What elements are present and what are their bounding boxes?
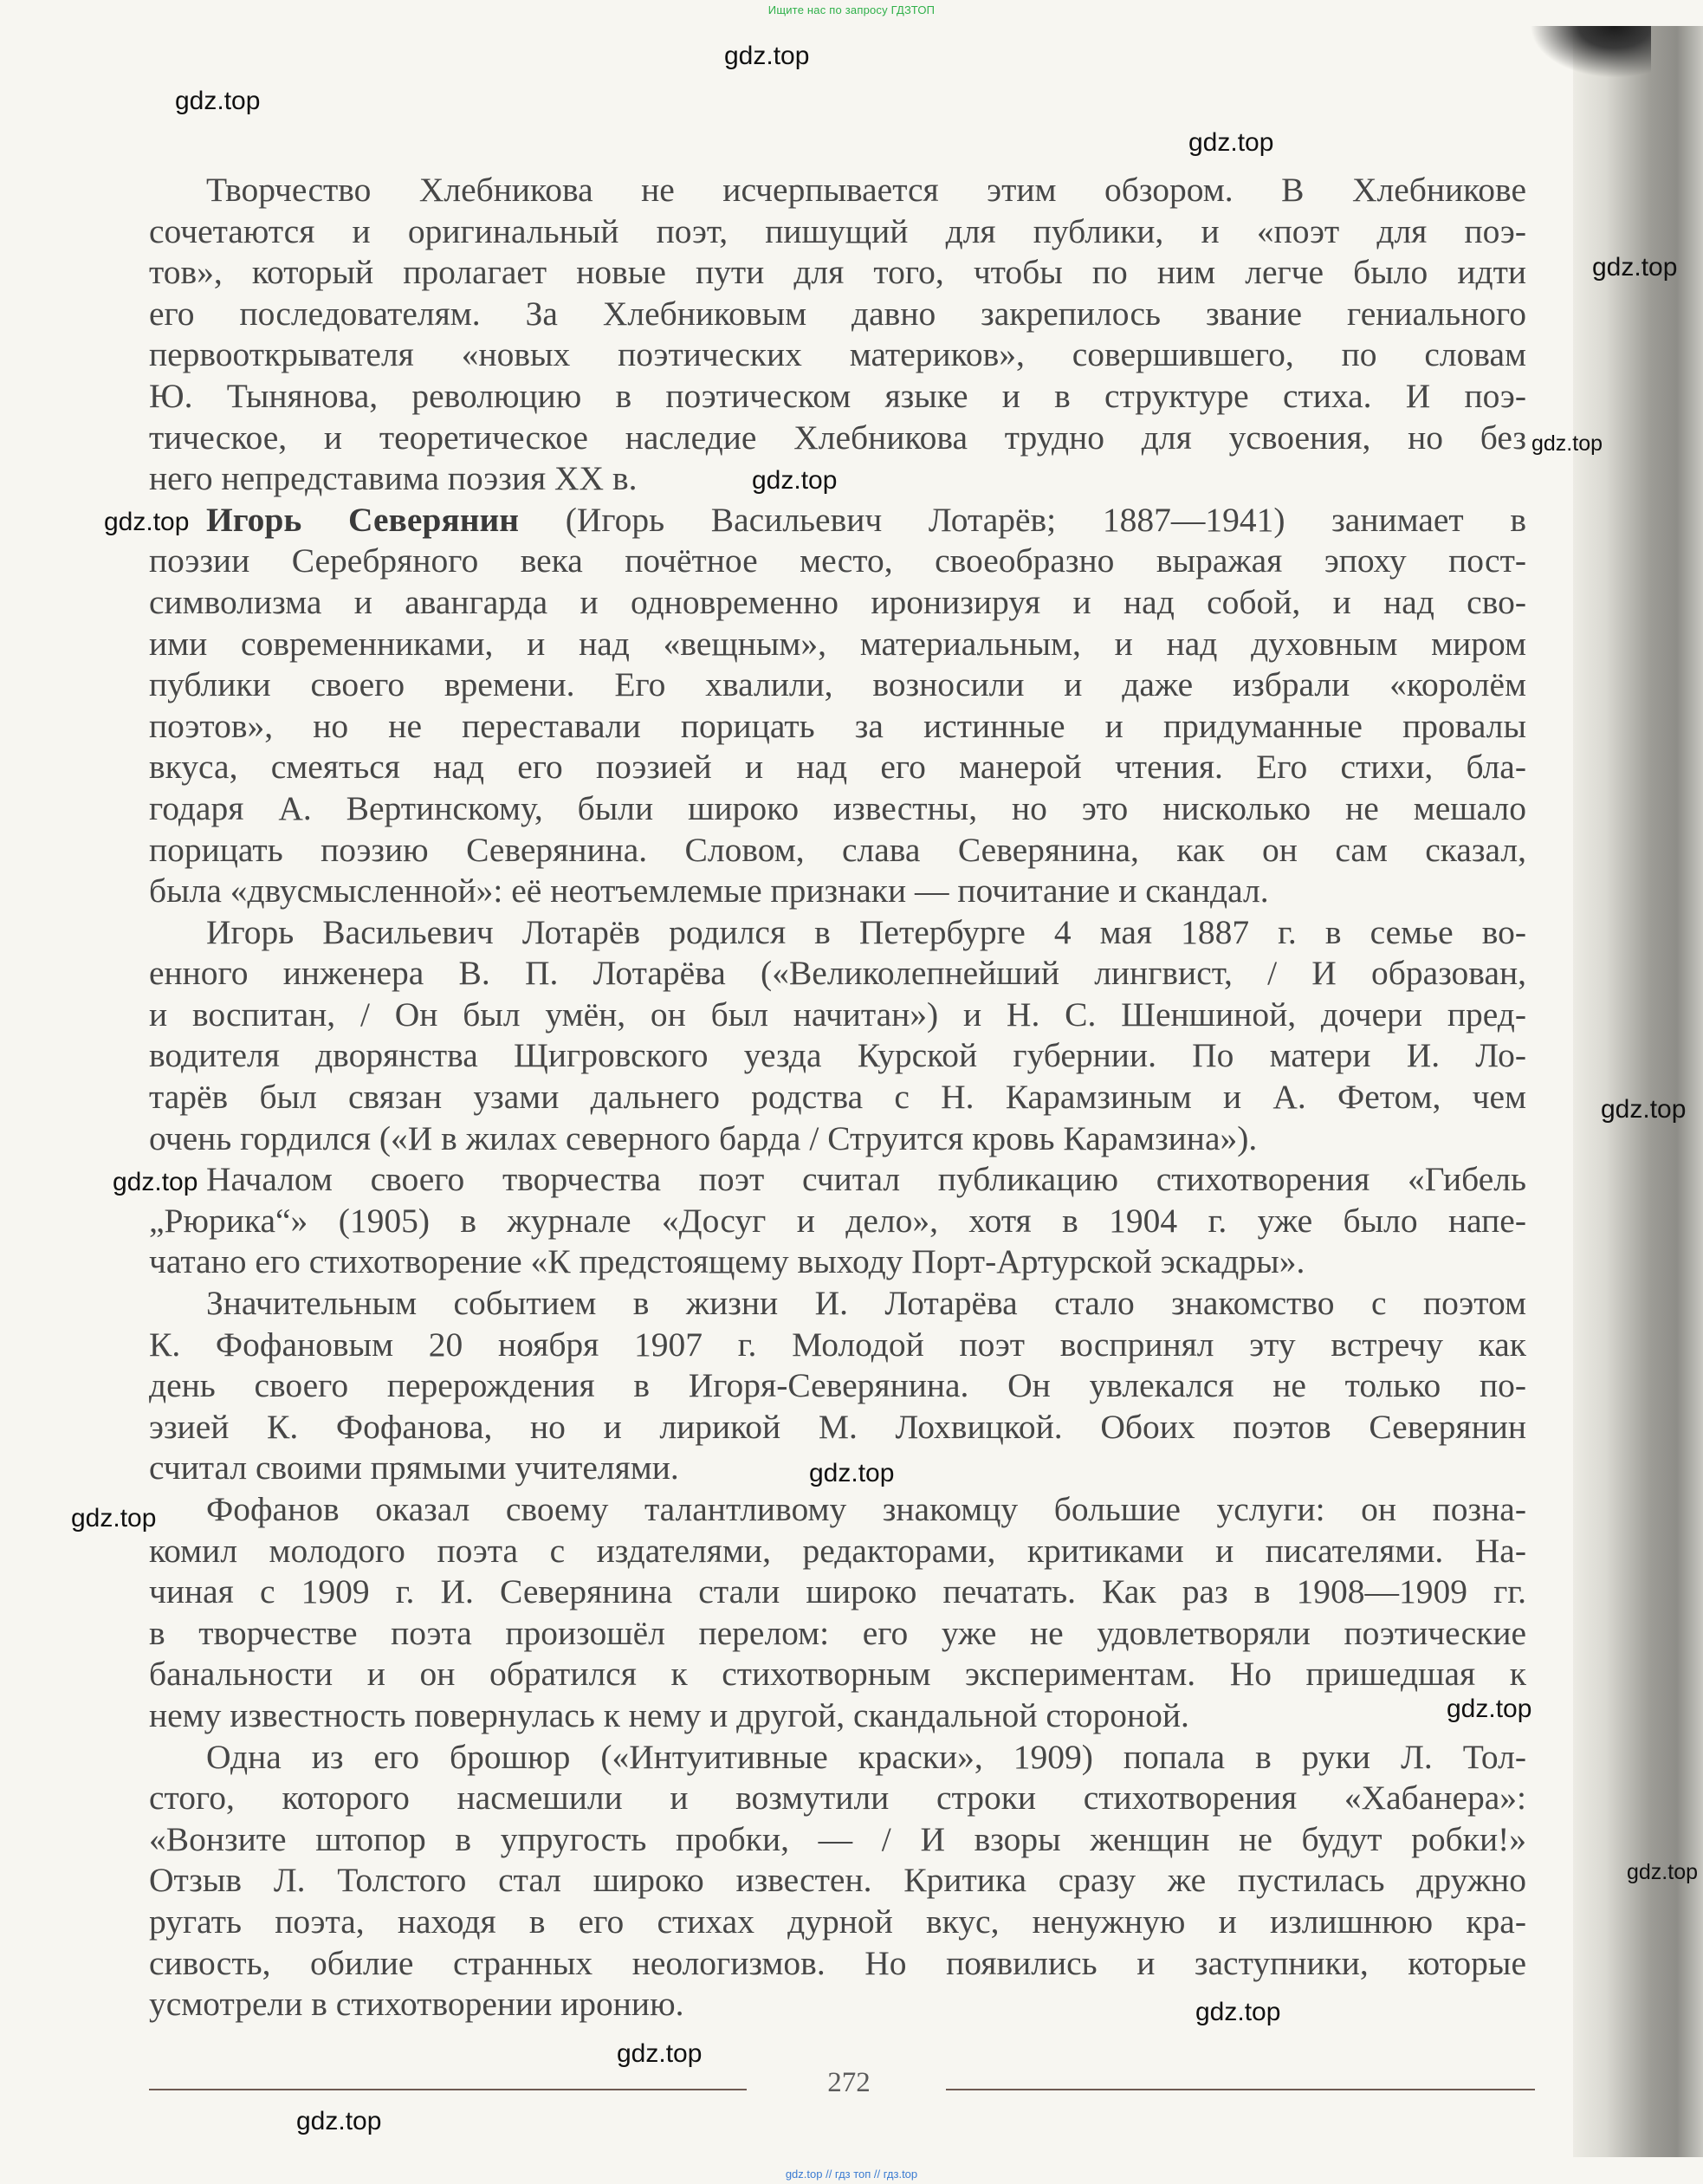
page-number: 272 [827,2067,871,2098]
watermark: gdz.top [175,87,261,115]
watermark: gdz.top [1627,1860,1699,1884]
text-line: водителя дворянства Щигровского уезда Курской губернии. По матери И. Ло- [149,1036,1526,1075]
author-name-rest: (Игорь Васильевич Лотарёв; 1887—1941) занимает в [519,500,1526,539]
text-line: него непредставима поэзия XX в. [149,459,638,498]
text-line: «Вонзите штопор в упругость пробки, — / И взоры женщин не будут робки!» [149,1819,1526,1858]
text-line: банальности и он обратился к стихотворным экспериментам. Но пришедшая к [149,1655,1526,1694]
watermark: gdz.top [296,2107,382,2135]
footer-rule-left [149,2089,747,2090]
text-line: была «двусмысленной»: её неотъемлемые признаки — почитание и скандал. [149,872,1269,911]
text-line: Фофанов оказал своему талантливому знакомцу большие услуги: он позна- [206,1490,1526,1528]
body-text [149,170,1526,2025]
text-line: енного инженера В. П. Лотарёва («Великолепнейший лингвист, / И образован, [149,954,1526,993]
text-line: тическое, и теоретическое наследие Хлебникова трудно для усвоения, но без [149,418,1526,457]
text-line: эзией К. Фофанова, но и лирикой М. Лохвицкой. Обоих поэтов Северянин [149,1407,1526,1446]
text-line: Игорь Васильевич Лотарёв родился в Петербурге 4 мая 1887 г. в семье во- [206,912,1526,951]
text-line: Одна из его брошюр («Интуитивные краски», 1909) попала в руки Л. Тол- [206,1737,1526,1776]
text-line: тов», который пролагает новые пути для того, чтобы по ним легче было идти [149,253,1526,292]
text-line: поэзии Серебряного века почётное место, своеобразно выражая эпоху пост- [149,541,1526,580]
text-line: комил молодого поэта с издателями, редакторами, критиками и писателями. На- [149,1531,1526,1570]
watermark: gdz.top [724,42,810,70]
text-line: ругать поэта, находя в его стихах дурной вкус, ненужную и излишнюю кра- [149,1902,1526,1941]
text-line: очень гордился («И в жилах северного барда / Струится кровь Карамзина»). [149,1118,1258,1157]
watermark: gdz.top [1601,1095,1687,1124]
text-line [149,500,1526,541]
text-line: Началом своего творчества поэт считал публикацию стихотворения «Гибель [206,1160,1526,1199]
page-curl-shadow [1530,26,1651,78]
watermark: gdz.top [752,466,838,495]
text-line: Значительным событием в жизни И. Лотарёва стало знакомство с поэтом [206,1284,1526,1323]
text-line: чатано его стихотворение «К предстоящему выходу Порт-Артурской эскадры». [149,1242,1305,1281]
text-line: чиная с 1909 г. И. Северянина стали широко печатать. Как раз в 1908—1909 гг. [149,1572,1526,1611]
text-line: считал своими прямыми учителями. [149,1448,679,1487]
author-name: Игорь Северянин [206,500,519,539]
text-line: сочетаются и оригинальный поэт, пишущий для публики, и «поэт для поэ- [149,211,1526,250]
text-line: сивость, обилие странных неологизмов. Но появились и заступники, которые [149,1943,1526,1982]
watermark: gdz.top [1195,1998,1281,2026]
text-line: нему известность повернулась к нему и другой, скандальной стороной. [149,1695,1189,1734]
text-line: ими современниками, и над «вещным», материальным, и над духовным миром [149,624,1526,663]
text-line: стого, которого насмешили и возмутили строки стихотворения «Хабанера»: [149,1779,1526,1818]
watermark: gdz.top [113,1168,198,1196]
text-line: день своего перерождения в Игоря-Северянина. Он увлекался не только по- [149,1366,1526,1405]
top-caption: Ищите нас по запросу ГДЗТОП [767,3,936,16]
text-line: Ю. Тынянова, революцию в поэтическом языке и в структуре стиха. И поэ- [149,376,1526,415]
watermark: gdz.top [1531,431,1603,456]
watermark: gdz.top [809,1459,895,1487]
text-line: символизма и авангарда и одновременно иронизируя и над собой, и над сво- [149,582,1526,621]
text-line: вкуса, смеяться над его поэзией и над его манерой чтения. Его стихи, бла- [149,748,1526,787]
text-line: „Рюрика“» (1905) в журнале «Досуг и дело», хотя в 1904 г. уже было напе- [149,1201,1526,1240]
text-line: годаря А. Вертинскому, были широко известны, но это нисколько не мешало [149,788,1526,827]
text-line: его последователям. За Хлебниковым давно закрепилось звание гениального [149,294,1526,333]
text-line: Отзыв Л. Толстого стал широко известен. Критика сразу же пустилась дружно [149,1861,1526,1900]
text-line: и воспитан, / Он был умён, он был начитан») и Н. С. Шеншиной, дочери пред- [149,995,1526,1034]
text-line: тарёв был связан узами дальнего родства с Н. Карамзиным и А. Фетом, чем [149,1078,1526,1117]
text-line: порицать поэзию Северянина. Словом, слава Северянина, как он сам сказал, [149,830,1526,869]
watermark: gdz.top [1592,253,1678,282]
text-line: в творчестве поэта произошёл перелом: его уже не удовлетворяли поэтические [149,1613,1526,1652]
watermark: gdz.top [1447,1695,1532,1723]
text-line: поэтов», но не переставали порицать за истинные и придуманные провалы [149,706,1526,745]
text-line: К. Фофановым 20 ноября 1907 г. Молодой поэт воспринял эту встречу как [149,1325,1526,1364]
text-line: первооткрывателя «новых поэтических материков», совершившего, по словам [149,335,1526,374]
watermark: gdz.top [71,1504,157,1533]
text-line: усмотрели в стихотворении иронию. [149,1985,684,2024]
bottom-caption: gdz.top // гдз топ // гдз.top [785,2168,918,2181]
watermark: gdz.top [104,508,190,536]
watermark: gdz.top [1188,128,1274,157]
text-line: Творчество Хлебникова не исчерпывается этим обзором. В Хлебникове [206,171,1526,209]
page-binding [1573,26,1703,2157]
watermark: gdz.top [617,2039,703,2068]
text-line: публики своего времени. Его хвалили, возносили и даже избрали «королём [149,665,1526,704]
footer-rule-right [946,2089,1535,2090]
